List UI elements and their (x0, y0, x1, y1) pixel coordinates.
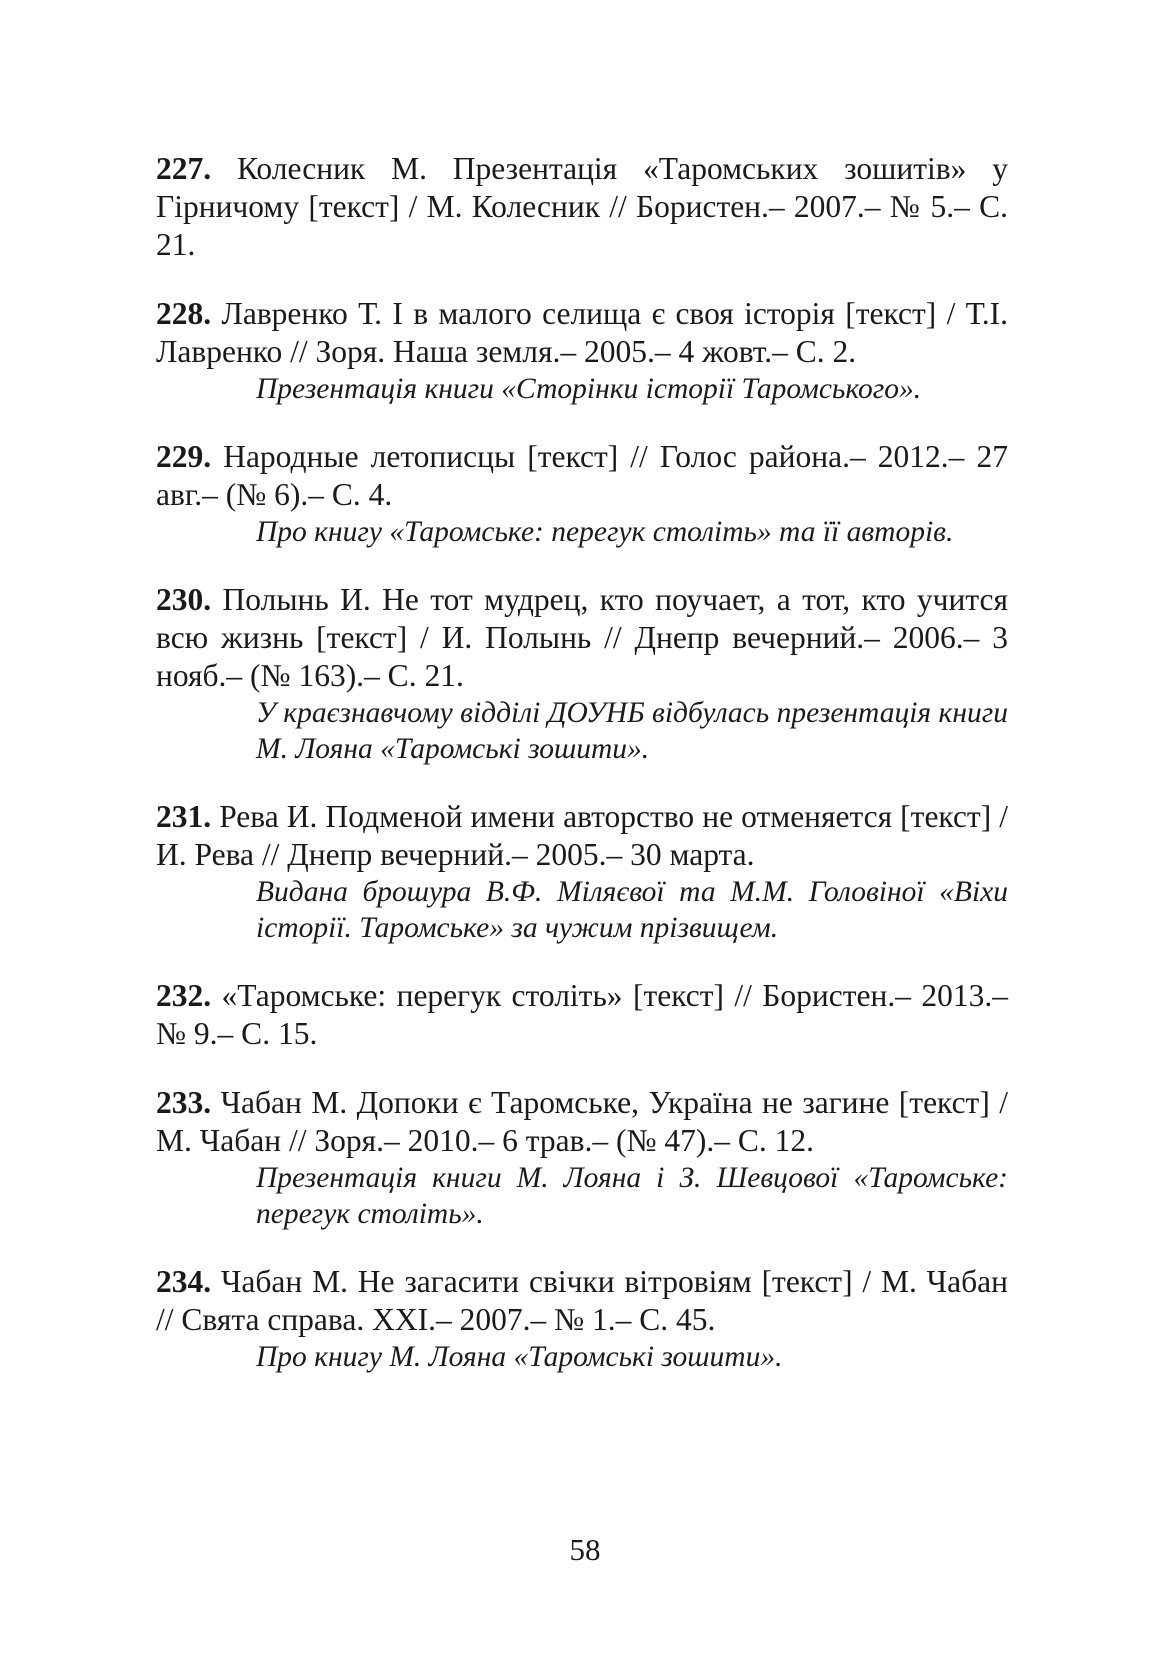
bibliography-entry-228 (156, 295, 1008, 407)
entry-citation (156, 438, 1008, 514)
entry-number: 229. (156, 439, 212, 474)
bibliography-list (156, 150, 1008, 1406)
entry-annotation: Презентація книги «Сторінки історії Таромського». (256, 373, 922, 405)
bibliography-entry-232 (156, 977, 1008, 1053)
entry-text: Чабан М. Не загасити свічки вітровіям [текст] / М. Чабан // Свята справа. XXI.– 2007.– № 1.– С. 45. (156, 1264, 1008, 1337)
bibliography-entry-230 (156, 581, 1008, 767)
entry-annotation: Видана брошура В.Ф. Міляєвої та М.М. Головіної «Віхи історії. Таромське» за чужим прізвищем. (256, 876, 1008, 944)
entry-number: 233. (156, 1085, 212, 1120)
entry-number: 230. (156, 582, 212, 617)
entry-citation (156, 798, 1008, 874)
entry-annotation: Про книгу «Таромське: перегук століть» та її авторів. (256, 516, 954, 548)
entry-text: Чабан М. Допоки є Таромське, Україна не загине [текст] / М. Чабан // Зоря.– 2010.– 6 трав.– (№ 47).– С. 12. (156, 1085, 1008, 1158)
entry-citation (156, 1263, 1008, 1339)
entry-citation (156, 1084, 1008, 1160)
bibliography-entry-233 (156, 1084, 1008, 1232)
entry-text: «Таромське: перегук століть» [текст] // Бористен.– 2013.– № 9.– С. 15. (156, 978, 1008, 1051)
bibliography-entry-231 (156, 798, 1008, 946)
entry-text: Полынь И. Не тот мудрец, кто поучает, а тот, кто учится всю жизнь [текст] / И. Полынь // Днепр вечерний.– 2006.– 3 нояб.– (№ 163).– С. 21. (156, 582, 1008, 693)
entry-annotation: Про книгу М. Лояна «Таромські зошити». (256, 1341, 783, 1373)
entry-citation (156, 295, 1008, 371)
entry-number: 227. (156, 151, 212, 186)
entry-text: Рева И. Подменой имени авторство не отменяется [текст] / И. Рева // Днепр вечерний.– 2005.– 30 марта. (156, 799, 1008, 872)
entry-citation (156, 581, 1008, 695)
entry-citation (156, 150, 1008, 264)
entry-text: Колесник М. Презентація «Таромських зошитів» у Гірничому [текст] / М. Колесник // Бористен.– 2007.– № 5.– С. 21. (156, 151, 1008, 262)
page-number: 58 (569, 1532, 601, 1567)
entry-text: Народные летописцы [текст] // Голос района.– 2012.– 27 авг.– (№ 6).– С. 4. (156, 439, 1009, 512)
entry-annotation: У краєзнавчому відділі ДОУНБ відбулась презентація книги М. Лояна «Таромські зошити». (256, 697, 1008, 765)
entry-citation (156, 977, 1008, 1053)
entry-number: 228. (156, 296, 212, 331)
bibliography-entry-229 (156, 438, 1008, 550)
bibliography-entry-227 (156, 150, 1008, 264)
entry-text: Лавренко Т. І в малого селища є своя історія [текст] / Т.І. Лавренко // Зоря. Наша земля.– 2005.– 4 жовт.– С. 2. (156, 296, 1008, 369)
entry-annotation: Презентація книги М. Лояна і З. Шевцової «Таромське: перегук століть». (256, 1162, 1008, 1230)
entry-number: 234. (156, 1264, 212, 1299)
entry-number: 232. (156, 978, 212, 1013)
bibliography-entry-234 (156, 1263, 1008, 1375)
entry-number: 231. (156, 799, 212, 834)
